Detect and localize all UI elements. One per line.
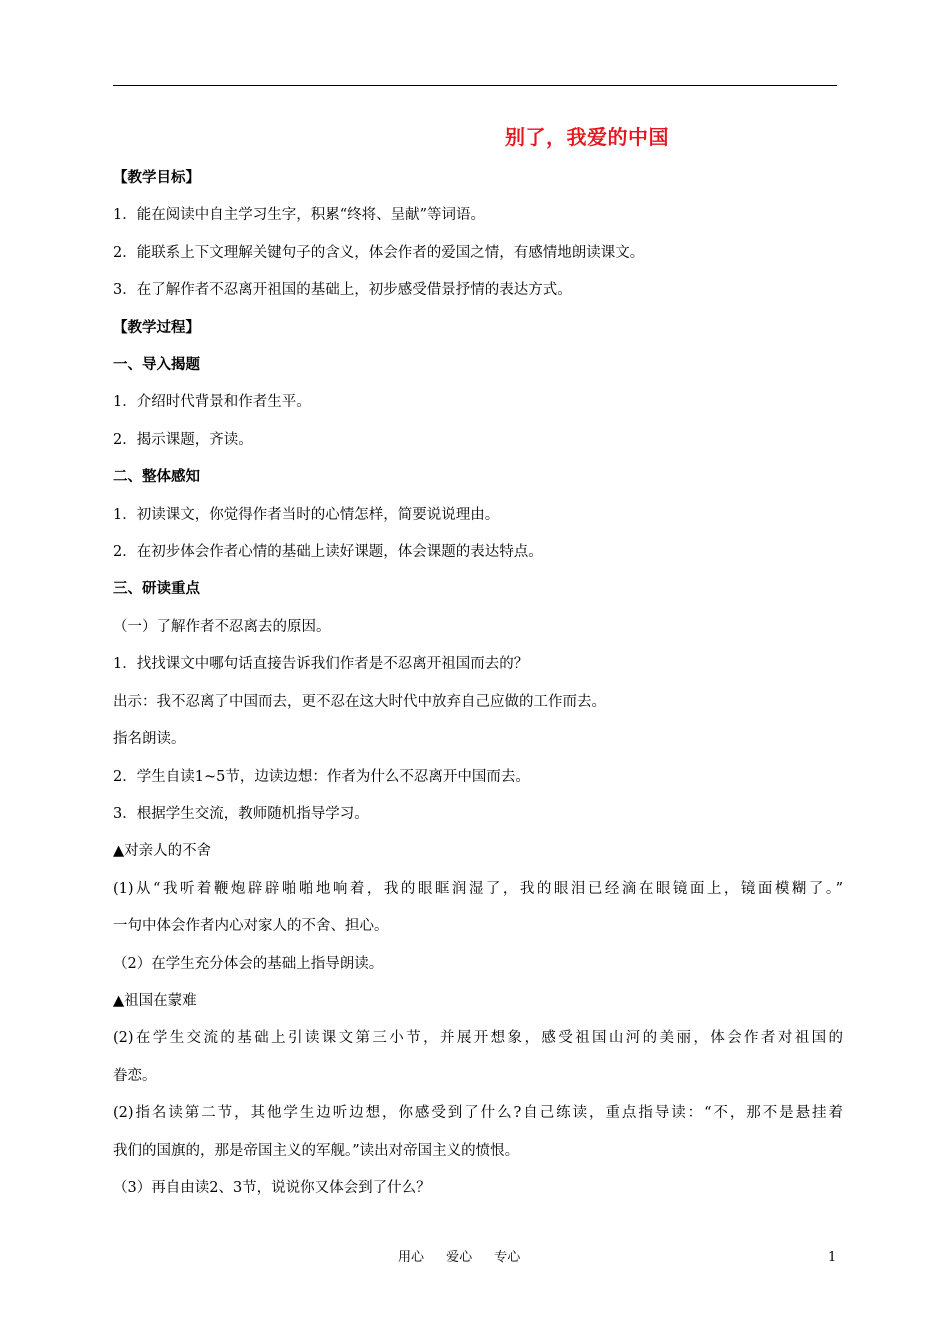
section-heading: 【教学目标】 — [113, 170, 200, 186]
body-line: 1．能在阅读中自主学习生字，积累“终将、呈献”等词语。 — [113, 207, 486, 224]
body-line: 2．能联系上下文理解关键句子的含义，体会作者的爱国之情，有感情地朗读课文。 — [113, 244, 645, 261]
body-line: （3）再自由读2、3节，说说你又体会到了什么？ — [113, 1179, 431, 1196]
body-line: （一）了解作者不忍离去的原因。 — [113, 618, 331, 635]
body-line: (1)从“我听着鞭炮辟辟啪啪地响着，我的眼眶润湿了，我的眼泪已经滴在眼镜面上，镜面模糊了。” — [113, 880, 843, 897]
body-line: （2）在学生充分体会的基础上指导朗读。 — [113, 955, 384, 972]
section-heading: 二、整体感知 — [113, 469, 200, 486]
document-body — [113, 160, 843, 1207]
page-number: 1 — [828, 1250, 837, 1265]
body-line: 3．在了解作者不忍离开祖国的基础上，初步感受借景抒情的表达方式。 — [113, 282, 572, 299]
section-heading: 一、导入揭题 — [113, 357, 200, 374]
body-line: 1．初读课文，你觉得作者当时的心情怎样，简要说说理由。 — [113, 506, 500, 523]
body-line: 2．在初步体会作者心情的基础上读好课题，体会课题的表达特点。 — [113, 544, 543, 561]
section-heading: 【教学过程】 — [113, 319, 200, 336]
body-line: ▲祖国在蒙难 — [113, 992, 197, 1009]
body-line: 一句中体会作者内心对家人的不舍、担心。 — [113, 918, 389, 935]
section-heading: 三、研读重点 — [113, 581, 200, 598]
body-line: 我们的国旗的，那是帝国主义的军舰。”读出对帝国主义的愤恨。 — [113, 1142, 520, 1159]
body-line: 1．找找课文中哪句话直接告诉我们作者是不忍离开祖国而去的？ — [113, 656, 529, 673]
body-line: 眷恋。 — [113, 1067, 157, 1084]
body-line: (2)在学生交流的基础上引读课文第三小节，并展开想象，感受祖国山河的美丽，体会作者对祖国的 — [113, 1030, 843, 1047]
body-line: 3．根据学生交流，教师随机指导学习。 — [113, 805, 369, 822]
body-line: 1．介绍时代背景和作者生平。 — [113, 394, 311, 411]
body-line: (2)指名读第二节，其他学生边听边想，你感受到了什么?自己练读，重点指导读：“不，那不是悬挂着 — [113, 1105, 843, 1122]
body-line: 2．学生自读1~5节，边读边想：作者为什么不忍离开中国而去。 — [113, 768, 530, 785]
body-line: 指名朗读。 — [113, 731, 186, 748]
document-title: 别了，我爱的中国 — [505, 125, 669, 149]
header-rule — [113, 85, 837, 86]
body-line: 2．揭示课题，齐读。 — [113, 431, 253, 448]
footer-slogan: 用心 爱心 专心 — [398, 1250, 521, 1265]
body-line: 出示：我不忍离了中国而去，更不忍在这大时代中放弃自己应做的工作而去。 — [113, 693, 606, 710]
body-line: ▲对亲人的不舍 — [113, 843, 212, 860]
